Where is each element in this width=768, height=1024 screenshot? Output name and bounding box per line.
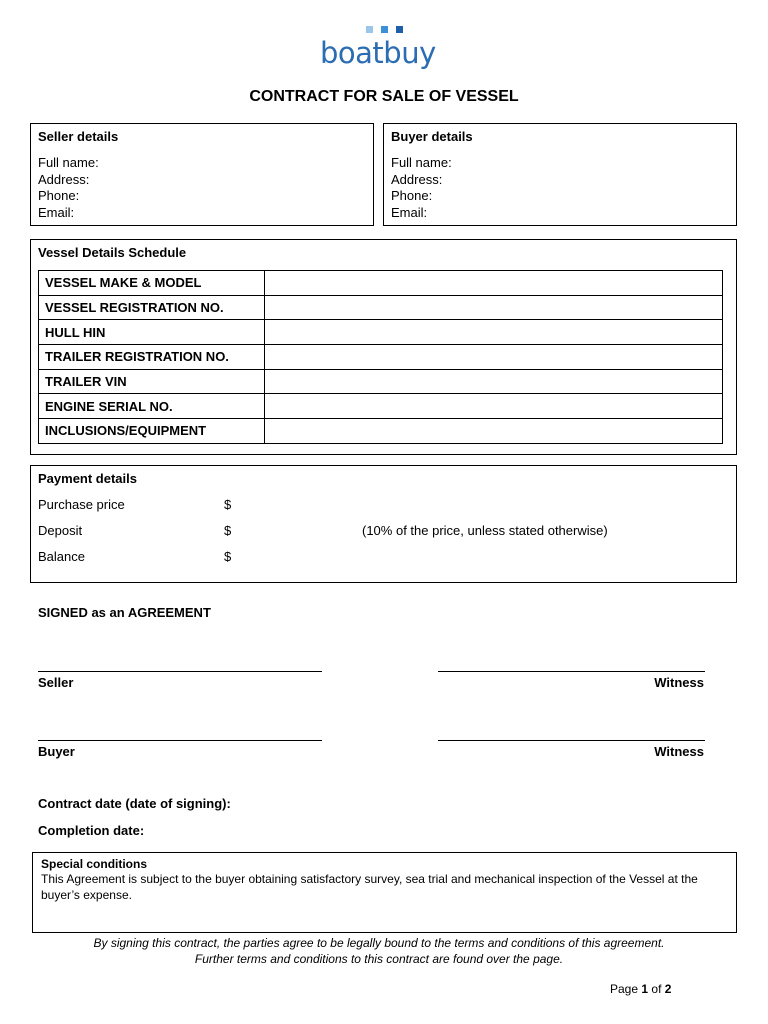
vessel-heading: Vessel Details Schedule bbox=[38, 245, 187, 260]
logo-square-2 bbox=[381, 26, 388, 33]
purchase-price-label: Purchase price bbox=[38, 497, 125, 512]
logo-square-1 bbox=[366, 26, 373, 33]
page-prefix: Page bbox=[610, 982, 639, 996]
table-row bbox=[39, 345, 723, 370]
buyer-full-name[interactable]: Full name: bbox=[391, 155, 452, 170]
vessel-row-value[interactable] bbox=[265, 419, 723, 444]
vessel-details-table bbox=[38, 270, 723, 444]
vessel-row-label: HULL HIN bbox=[39, 320, 265, 345]
vessel-row-value[interactable] bbox=[265, 345, 723, 370]
buyer-address[interactable]: Address: bbox=[391, 171, 443, 187]
vessel-row-label: VESSEL REGISTRATION NO. bbox=[39, 295, 265, 320]
deposit-field[interactable]: $ bbox=[224, 523, 232, 538]
page-total: 2 bbox=[664, 982, 672, 996]
vessel-row-label: INCLUSIONS/EQUIPMENT bbox=[39, 419, 265, 444]
buyer-heading: Buyer details bbox=[391, 129, 473, 144]
seller-details-box bbox=[30, 123, 374, 226]
vessel-row-label: ENGINE SERIAL NO. bbox=[39, 394, 265, 419]
logo-square-3 bbox=[396, 26, 403, 33]
vessel-row-value[interactable] bbox=[265, 295, 723, 320]
table-row bbox=[39, 394, 723, 419]
page-current: 1 bbox=[641, 982, 649, 996]
document-title: CONTRACT FOR SALE OF VESSEL bbox=[249, 88, 519, 105]
buyer-signature-label: Buyer bbox=[38, 744, 75, 759]
table-row bbox=[39, 419, 723, 444]
footer-note bbox=[0, 936, 758, 967]
buyer-signature-line[interactable] bbox=[38, 740, 322, 741]
boatbuy-logo bbox=[320, 25, 450, 73]
special-conditions-heading: Special conditions bbox=[41, 857, 148, 871]
vessel-row-value[interactable] bbox=[265, 369, 723, 394]
completion-date-label: Completion date: bbox=[38, 823, 145, 838]
seller-signature-line[interactable] bbox=[38, 671, 322, 672]
balance-field[interactable]: $ bbox=[224, 549, 232, 564]
special-conditions-text: This Agreement is subject to the buyer obtaining satisfactory survey, sea trial and mechanical inspection of the Vessel at the buyer’s expense. bbox=[41, 872, 698, 902]
seller-email[interactable]: Email: bbox=[38, 204, 75, 220]
buyer-details-box bbox=[383, 123, 737, 226]
vessel-row-value[interactable] bbox=[265, 320, 723, 345]
vessel-row-value[interactable] bbox=[265, 271, 723, 296]
vessel-row-label: VESSEL MAKE & MODEL bbox=[39, 271, 265, 296]
deposit-label: Deposit bbox=[38, 523, 83, 538]
contract-date-label: Contract date (date of signing): bbox=[38, 796, 231, 811]
buyer-fields bbox=[391, 155, 452, 221]
payment-details-box bbox=[30, 465, 737, 583]
special-conditions-box bbox=[32, 852, 737, 933]
signed-heading: SIGNED as an AGREEMENT bbox=[38, 605, 211, 620]
buyer-witness-label: Witness bbox=[654, 744, 704, 759]
seller-phone[interactable]: Phone: bbox=[38, 188, 80, 203]
page-number bbox=[610, 982, 671, 996]
table-row bbox=[39, 295, 723, 320]
vessel-row-value[interactable] bbox=[265, 394, 723, 419]
payment-heading: Payment details bbox=[38, 471, 137, 486]
buyer-phone[interactable]: Phone: bbox=[391, 188, 433, 203]
page-sep: of bbox=[651, 982, 662, 996]
buyer-email[interactable]: Email: bbox=[391, 204, 428, 220]
vessel-row-label: TRAILER REGISTRATION NO. bbox=[39, 345, 265, 370]
logo-wordmark: boatbuy bbox=[320, 36, 436, 70]
seller-full-name[interactable]: Full name: bbox=[38, 155, 99, 170]
seller-address[interactable]: Address: bbox=[38, 171, 90, 187]
balance-label: Balance bbox=[38, 549, 85, 564]
vessel-details-box bbox=[30, 239, 737, 455]
seller-heading: Seller details bbox=[38, 129, 119, 144]
footer-note-line-2: Further terms and conditions to this contract are found over the page. bbox=[194, 951, 564, 966]
seller-signature-label: Seller bbox=[38, 675, 74, 690]
footer-note-line-1: By signing this contract, the parties agree to be legally bound to the terms and conditions of this agreement. bbox=[93, 936, 665, 950]
seller-witness-label: Witness bbox=[654, 675, 704, 690]
seller-witness-signature-line[interactable] bbox=[438, 671, 705, 672]
table-row bbox=[39, 369, 723, 394]
vessel-row-label: TRAILER VIN bbox=[39, 369, 265, 394]
seller-fields bbox=[38, 155, 99, 221]
table-row bbox=[39, 320, 723, 345]
deposit-note: (10% of the price, unless stated otherwise) bbox=[362, 523, 608, 538]
buyer-witness-signature-line[interactable] bbox=[438, 740, 705, 741]
purchase-price-field[interactable]: $ bbox=[224, 497, 232, 512]
table-row bbox=[39, 271, 723, 296]
